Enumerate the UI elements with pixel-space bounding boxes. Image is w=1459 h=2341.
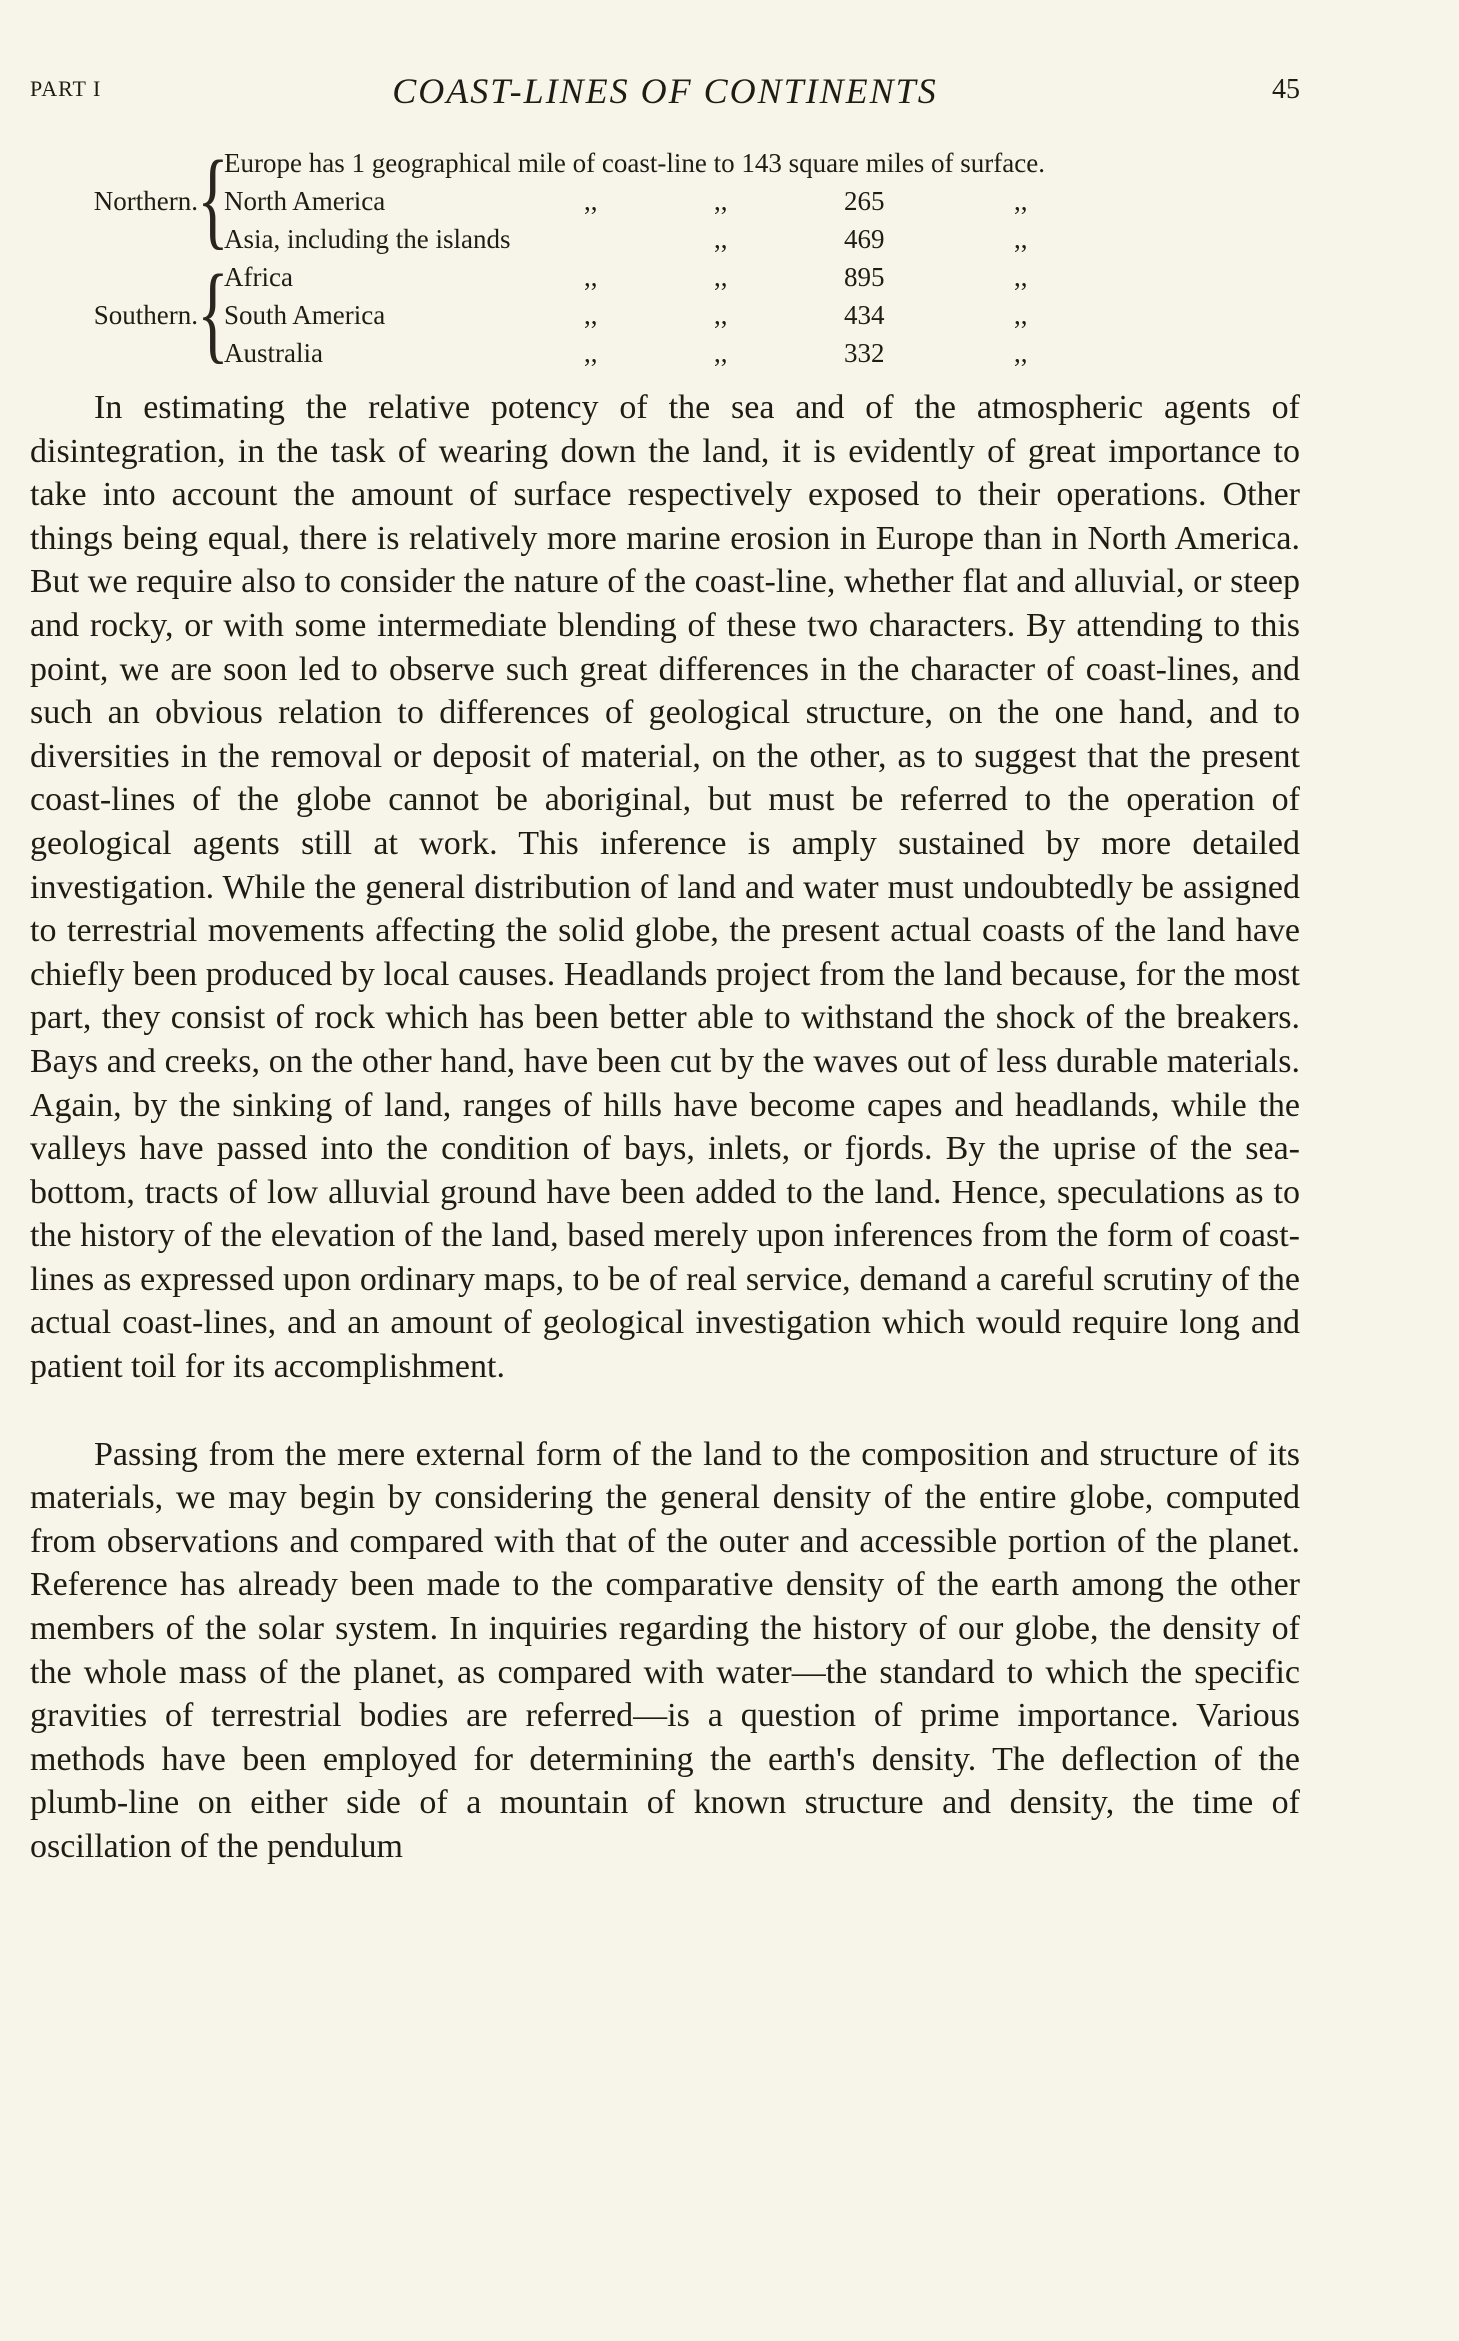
body-paragraph: In estimating the relative potency of the sea and of the atmospheric agents of disintegration, in the task of wearing down the land, it is evidently of great importance to take into account the amount of surface respectively exposed to their operations. Other things being equal, there is relatively more marine erosion in Europe than in North America. But we require also to consider the nature of the coast-line, whether flat and alluvial, or steep and rocky, or with some intermediate blending of these two characters. By attending to this point, we are soon led to observe such great differences in the character of coast-lines, and such an obvious relation to differences of geological structure, on the one hand, and to diversities in the removal or deposit of material, on the other, as to suggest that the present coast-lines of the globe cannot be aboriginal, but must be referred to the operation of geological agents still at work. This inference is amply sustained by more detailed investigation. While the general distribution of land and water must undoubtedly be assigned to terrestrial movements affecting the solid globe, the present actual coasts of the land have chiefly been produced by local causes. Headlands project from the land because, for the most part, they consist of rock which has been better able to withstand the shock of the breakers. Bays and creeks, on the other hand, have been cut by the waves out of less durable materials. Again, by the sinking of land, ranges of hills have become capes and headlands, while the valleys have passed into the condition of bays, inlets, or fjords. By the uprise of the sea-bottom, tracts of low alluvial ground have been added to the land. Hence, speculations as to the history of the elevation of the land, based merely upon inferences from the form of coast-lines as expressed upon ordinary maps, to be of real service, demand a careful scrutiny of the actual coast-lines, and an amount of geological investigation which would require long and patient toil for its accomplishment. — [30, 389, 1300, 1386]
body-paragraph: Passing from the mere external form of the land to the composition and structure of its materials, we may begin by considering the general density of the entire globe, computed from observations and compared with that of the outer and accessible portion of the planet. Reference has already been made to the comparative density of the earth among the other members of the solar system. In inquiries regarding the history of our globe, the density of the whole mass of the planet, as compared with water—the standard to which the specific gravities of terrestrial bodies are referred—is a question of prime importance. Various methods have been employed for determining the earth's density. The deflection of the plumb-line on either side of a mountain of known structure and density, the time of oscillation of the pendulum — [30, 1435, 1300, 1865]
southern-group — [30, 253, 1300, 375]
table-row: Asia, including the islands ,, 469 ,, — [224, 224, 1028, 254]
brace-icon: { — [197, 139, 229, 261]
part-label: PART I — [30, 76, 102, 101]
table-row: North America ,, ,, 265 ,, — [224, 186, 1028, 216]
running-title: COAST-LINES OF CONTINENTS — [392, 71, 938, 111]
brace-icon: { — [197, 253, 229, 375]
coastline-table — [30, 139, 1300, 375]
page-number: 45 — [1272, 74, 1300, 105]
table-row: South America ,, ,, 434 ,, — [224, 300, 1028, 330]
table-row: Europe has 1 geographical mile of coast-line to 143 square miles of surface. — [224, 148, 1045, 178]
table-row: Africa ,, ,, 895 ,, — [224, 262, 1028, 292]
group-label-northern: Northern. — [93, 186, 198, 216]
table-row: Australia ,, ,, 332 ,, — [224, 338, 1028, 368]
group-label-southern: Southern. — [93, 300, 198, 330]
book-page — [30, 70, 1300, 1869]
